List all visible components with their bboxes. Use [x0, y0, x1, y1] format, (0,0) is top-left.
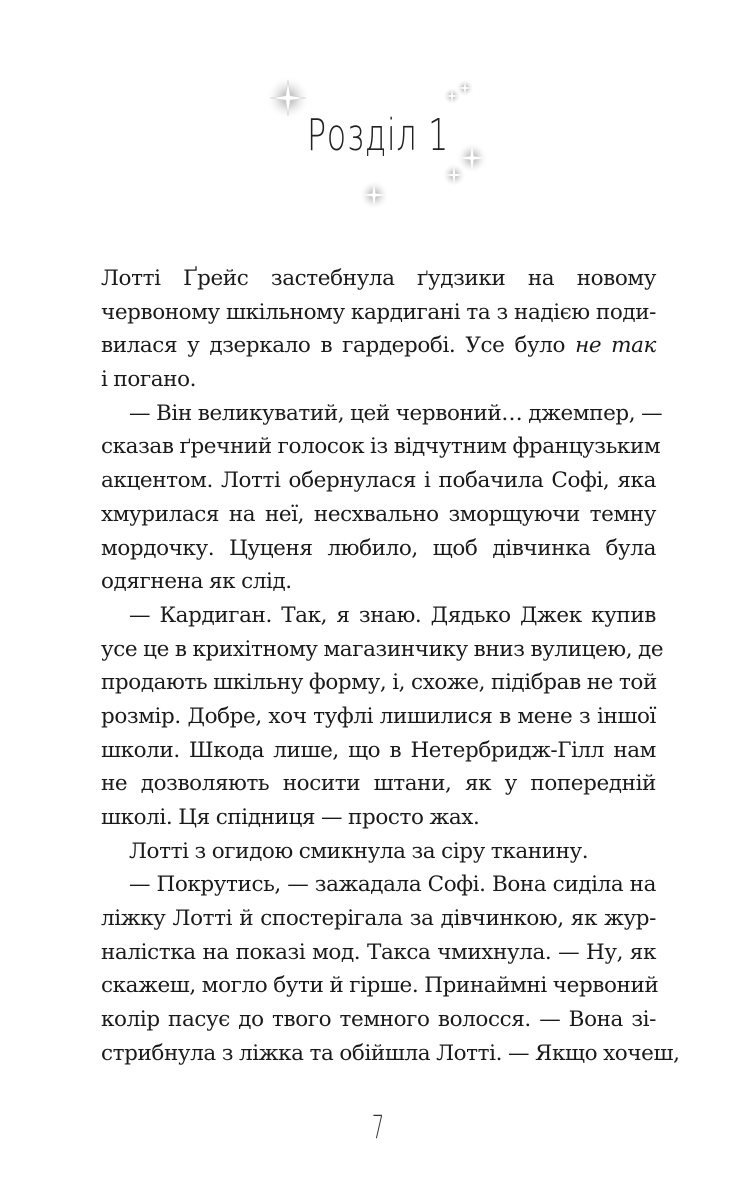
text-line: усе це в крихітному магазинчику вниз вулицею, де [101, 636, 664, 662]
text-line: одягнена як слід. [101, 569, 292, 595]
chapter-title: Розділ 1 [306, 110, 450, 161]
star-icon [442, 163, 466, 187]
text-line: акцентом. Лотті обернулася і побачила Софі, яка [101, 468, 656, 494]
page-body-text [101, 262, 680, 1071]
emphasized-text: не так [575, 333, 656, 359]
text-line: школі. Ця спідниця — просто жах. [101, 805, 480, 830]
text-line: вилася у дзеркало в гардеробі. Усе було не так [101, 333, 656, 359]
text-line: — Покрутись, — зажадала Софі. Вона сиділа на [129, 872, 656, 898]
star-icon [456, 79, 474, 97]
page-number: 7 [371, 1108, 385, 1146]
paragraph [101, 599, 664, 835]
chapter-header [0, 60, 756, 230]
text-line: колір пасує до твого темного волосся. — Вона зі- [101, 1007, 656, 1033]
paragraph [101, 868, 680, 1070]
text-line: — Кардиган. Так, я знаю. Дядько Джек купив [129, 602, 656, 628]
text-line: Лотті з огидою смикнула за сіру тканину. [129, 838, 589, 864]
text-line: Лотті Ґрейс застебнула ґудзики на новому [101, 266, 656, 291]
text-line: ліжку Лотті й спостерігала за дівчинкою, як жур- [101, 906, 656, 932]
paragraph [101, 397, 663, 599]
text-line: мордочку. Цуценя любило, щоб дівчинка була [101, 535, 656, 561]
paragraph [101, 835, 656, 869]
text-line: сказав ґречний голосок із відчутним французьким [101, 434, 661, 460]
text-line: скажеш, могло бути й гірше. Принаймні червоний [101, 973, 659, 999]
text-line: стрибнула з ліжка та обійшла Лотті. — Якщо хочеш, [101, 1040, 680, 1066]
star-icon [359, 180, 389, 210]
text-line: розмір. Добре, хоч туфлі лишилися в мене з іншої [101, 703, 656, 729]
text-line: червоному шкільному кардигані та з надією поди- [101, 299, 656, 325]
text-line: школи. Шкода лише, що в Нетербридж-Гілл нам [101, 737, 656, 763]
paragraph [101, 262, 656, 397]
text-line: налістка на показі мод. Такса чмихнула. — Ну, як [101, 939, 656, 965]
text-line: не дозволяють носити штани, як у попередній [101, 771, 656, 797]
text-line: продають шкільну форму, і, схоже, підібрав не той [101, 670, 657, 696]
text-line: — Він великуватий, цей червоний… джемпер, — [129, 400, 663, 426]
text-line: і погано. [101, 367, 197, 393]
text-line: хмурилася на неї, несхвально зморщуючи темну [101, 501, 656, 527]
